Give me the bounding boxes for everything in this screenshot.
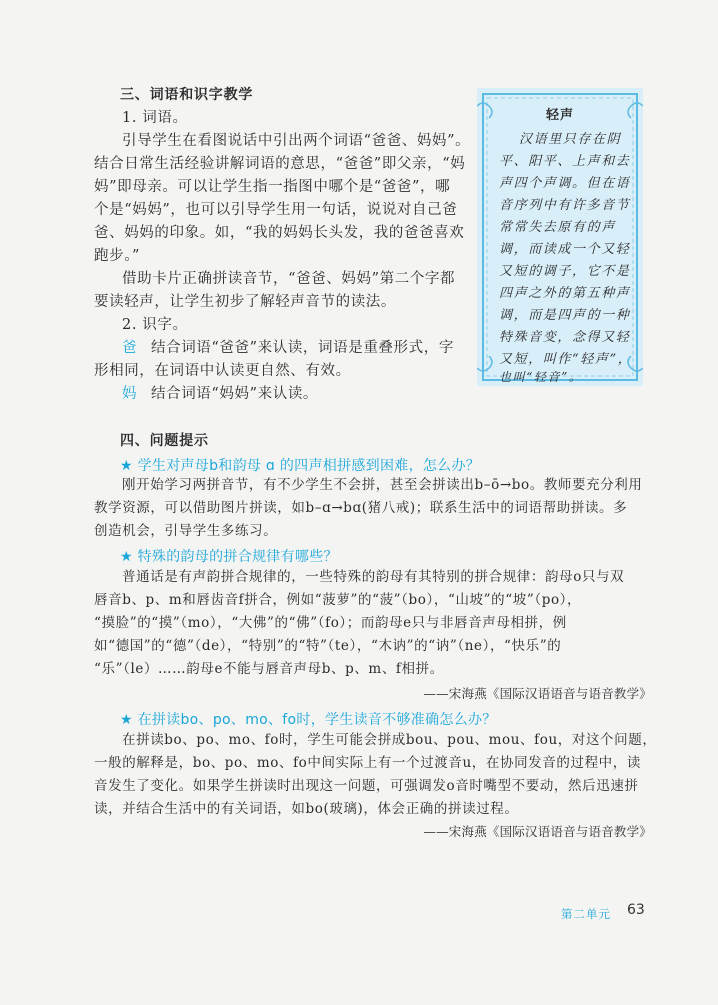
sidebar-line: 常常失去原有的声 bbox=[499, 220, 616, 235]
char-ba-desc-cont: 形相同，在词语中认读更自然、有效。 bbox=[94, 363, 351, 379]
sidebar-line: 调，而是四声的一种 bbox=[499, 308, 631, 323]
sidebar-line: 调，而读成一个又轻 bbox=[499, 242, 631, 257]
answer-line: 创造机会，引导学生多练习。 bbox=[94, 523, 278, 539]
unit-label: 第二单元 bbox=[561, 907, 611, 921]
char-ba-desc: 结合词语“爸爸”来认读，词语是重叠形式，字 bbox=[151, 340, 454, 356]
sidebar-line: 也叫“轻音”。 bbox=[499, 370, 583, 384]
para-line: 个是“妈妈”，也可以引导学生用一句话，说说对自己爸 bbox=[94, 202, 458, 218]
answer-line: 在拼读bo、po、mo、fo时，学生可能会拼成bou、pou、mou、fou，对这个问题， bbox=[122, 732, 657, 748]
section4-heading: 四、问题提示 bbox=[120, 433, 209, 449]
para-line: 引导学生在看图说话中引出两个词语“爸爸、妈妈”。 bbox=[122, 133, 471, 149]
section3-heading: 三、词语和识字教学 bbox=[120, 87, 254, 103]
subheading-characters: 2. 识字。 bbox=[122, 317, 188, 333]
question-2: ★ 特殊的韵母的拼合规律有哪些？ bbox=[120, 549, 338, 565]
answer-line: 读，并结合生活中的有关词语，如bo(玻璃)，体会正确的拼读过程。 bbox=[94, 801, 519, 817]
page-number: 63 bbox=[627, 902, 645, 918]
sidebar-line: 又短，叫作“轻声”， bbox=[499, 352, 633, 367]
para-line: 妈”即母亲。可以让学生指一指图中哪个是“爸爸”，哪 bbox=[94, 179, 451, 195]
question-1: ★ 学生对声母b和韵母 ɑ 的四声相拼感到困难，怎么办？ bbox=[120, 458, 481, 474]
answer-line: “摸脸”的“摸”（mo），“大佛”的“佛”（fo）；而韵母e只与非唇音声母相拼，例 bbox=[94, 615, 567, 631]
para-line: 要读轻声，让学生初步了解轻声音节的读法。 bbox=[94, 294, 396, 310]
sidebar-line: 四声之外的第五种声 bbox=[499, 286, 631, 301]
para-line: 跑步。” bbox=[94, 248, 141, 264]
sidebar-line: 平、阳平、上声和去 bbox=[499, 154, 631, 169]
answer-line: 一般的解释是，bo、po、mo、fo中间实际上有一个过渡音u，在协同发音的过程中，读 bbox=[94, 755, 641, 771]
para-line: 爸、妈妈的印象。如，“我的妈妈长头发，我的爸爸喜欢 bbox=[94, 225, 465, 241]
answer-line: 刚开始学习两拼音节，有不少学生不会拼，甚至会拼读出b–ō→bo。教师要充分利用 bbox=[122, 477, 643, 493]
sidebar-line: 汉语里只存在阴 bbox=[519, 132, 622, 147]
sidebar-line: 特殊音变，念得又轻 bbox=[499, 330, 631, 345]
para-line: 结合日常生活经验讲解词语的意思，“爸爸”即父亲，“妈 bbox=[94, 156, 466, 172]
sidebar-title: 轻声 bbox=[545, 108, 574, 123]
char-ma: 妈 bbox=[122, 386, 138, 402]
sidebar-line: 声四个声调。但在语 bbox=[499, 176, 631, 191]
sidebar-qingsheng bbox=[477, 88, 643, 386]
char-ba: 爸 bbox=[122, 340, 138, 356]
citation-2: ——宋海燕《国际汉语语音与语音教学》 bbox=[423, 824, 652, 839]
char-ma-desc: 结合词语“妈妈”来认读。 bbox=[151, 386, 319, 402]
para-line: 借助卡片正确拼读音节，“爸爸、妈妈”第二个字都 bbox=[122, 271, 456, 287]
answer-line: 如“德国”的“德”（de），“特别”的“特”（te），“木讷”的“讷”（ne），“快乐”的 bbox=[94, 638, 562, 654]
answer-line: 教学资源，可以借助图片拼读，如b–ɑ→bɑ(猪八戒)；联系生活中的词语帮助拼读。多 bbox=[94, 500, 628, 516]
subheading-words: 1. 词语。 bbox=[122, 110, 188, 126]
citation-1: ——宋海燕《国际汉语语音与语音教学》 bbox=[423, 686, 652, 701]
answer-line: 普通话是有声韵拼合规律的，一些特殊的韵母有其特别的拼合规律：韵母o只与双 bbox=[122, 569, 625, 585]
question-3: ★ 在拼读bo、po、mo、fo时，学生读音不够准确怎么办？ bbox=[120, 712, 497, 728]
answer-line: 唇音b、p、m和唇齿音f拼合，例如“菠萝”的“菠”（bo），“山坡”的“坡”（po）， bbox=[94, 592, 582, 608]
answer-line: 音发生了变化。如果学生拼读时出现这一问题，可强调发o音时嘴型不要动，然后迅速拼 bbox=[94, 778, 639, 794]
sidebar-line: 音序列中有许多音节 bbox=[499, 198, 631, 213]
sidebar-line: 又短的调子，它不是 bbox=[499, 264, 631, 279]
answer-line: “乐”（le）……韵母e不能与唇音声母b、p、m、f相拼。 bbox=[94, 661, 444, 677]
